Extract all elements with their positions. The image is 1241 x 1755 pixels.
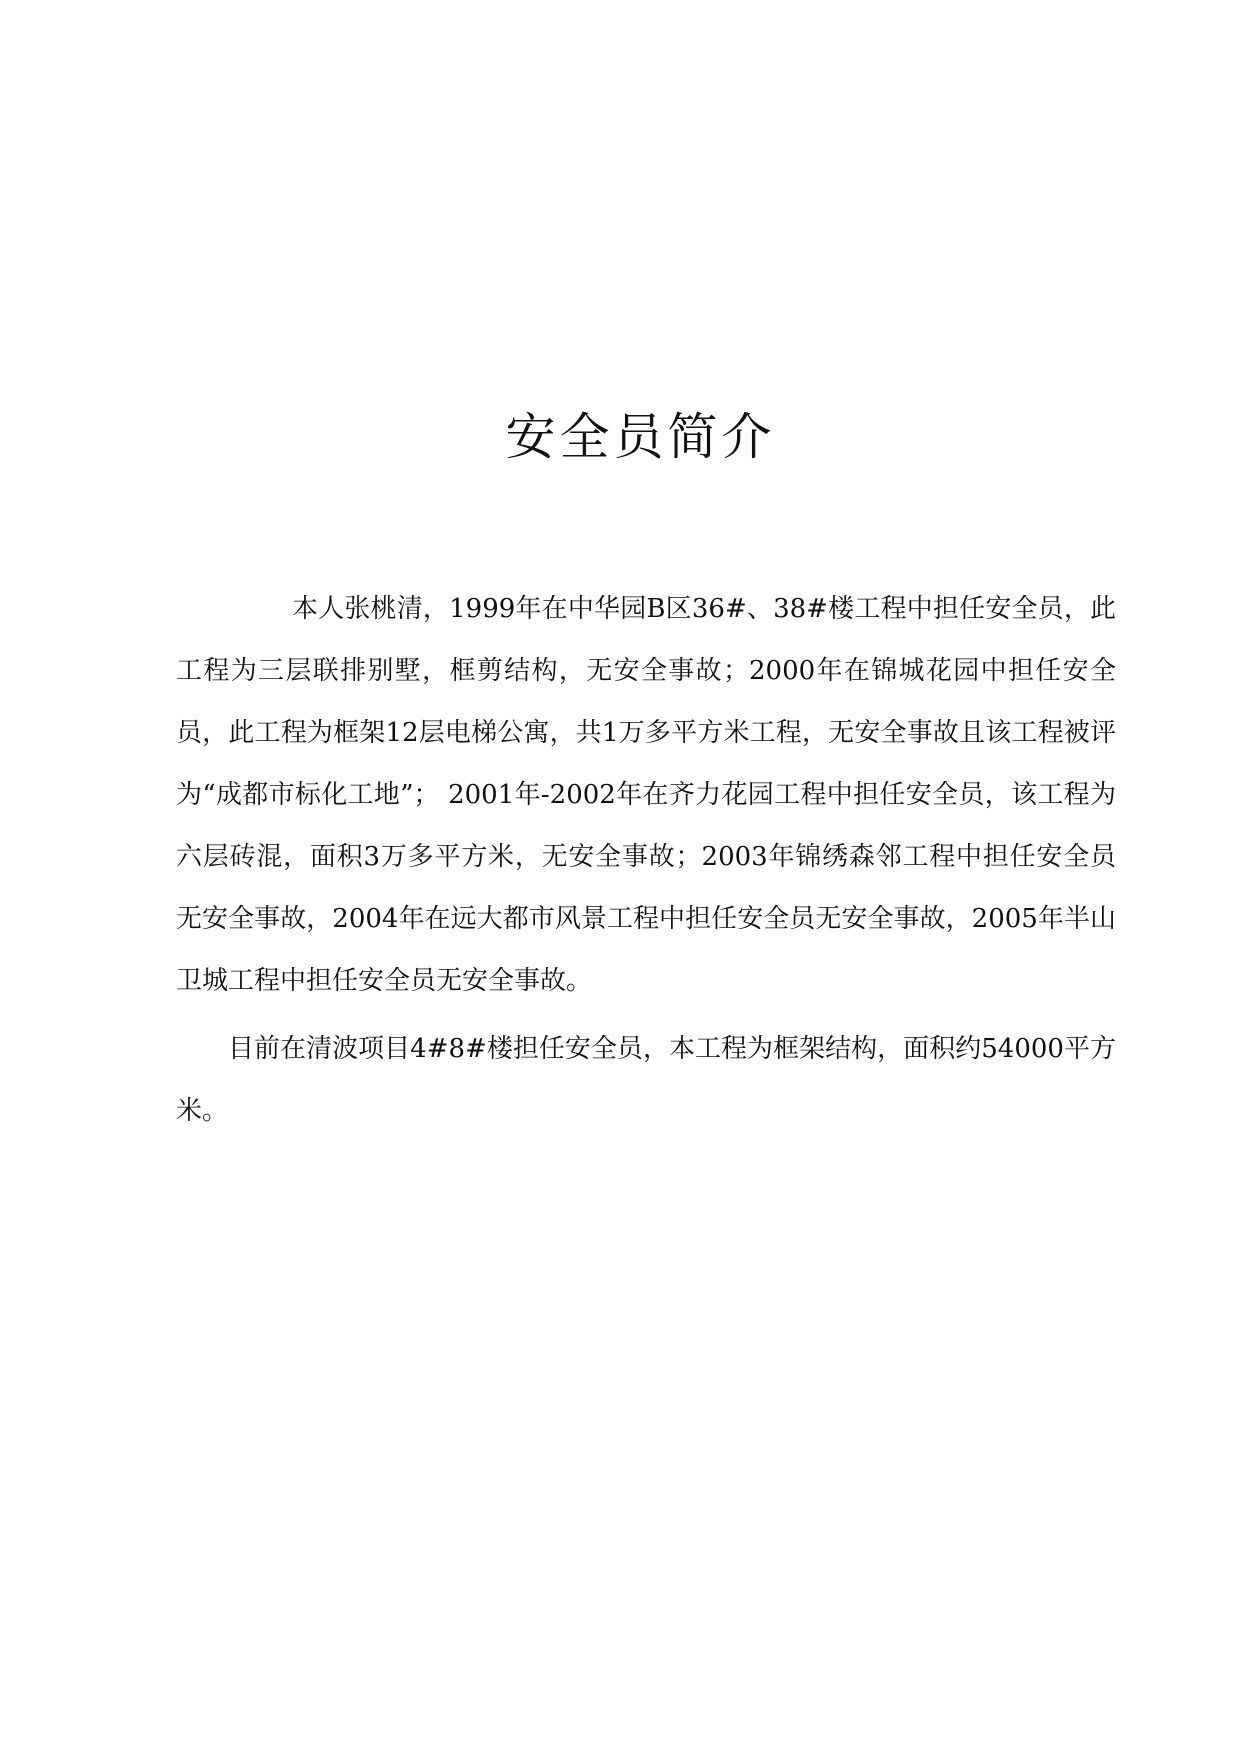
document-title: 安全员简介	[505, 408, 776, 466]
paragraph-experience: 本人张桃清，1999年在中华园B区36#、38#楼工程中担任安全员，此工程为三层联排别墅，框剪结构，无安全事故；2000年在锦城花园中担任安全员，此工程为框架12层电梯公寓，共1万多平方米工程，无安全事故且该工程被评为“成都市标化工地”； 2001年-2002年在齐力花园工程中担任安全员，该工程为六层砖混，面积3万多平方米，无安全事故；2003年锦绣森邻工程中担任安全员无安全事故，2004年在远大都市风景工程中担任安全员无安全事故，2005年半山卫城工程中担任安全员无安全事故。	[176, 594, 1116, 996]
document-body	[176, 578, 1116, 1142]
paragraph-current-project: 目前在清波项目4#8#楼担任安全员，本工程为框架结构，面积约54000平方米。	[176, 1034, 1116, 1126]
